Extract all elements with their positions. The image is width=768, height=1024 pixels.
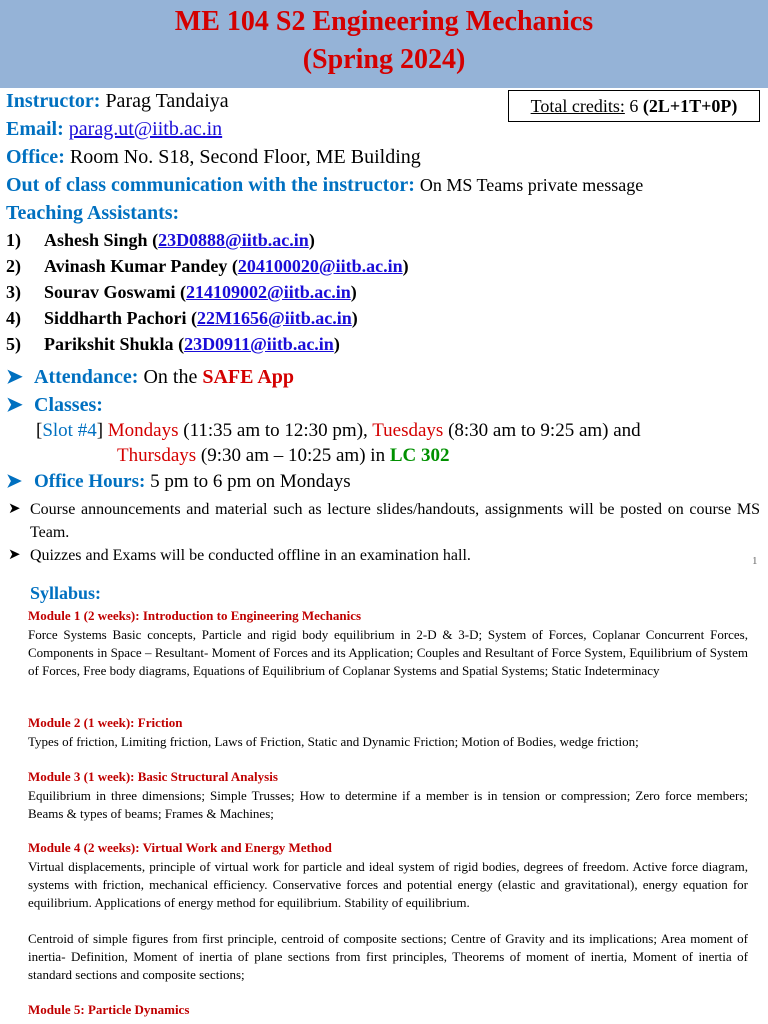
arrow-bullet-icon: ➤: [8, 547, 21, 563]
email-label: Email:: [6, 118, 64, 140]
ta-item: 3) Sourav Goswami (214109002@iitb.ac.in): [6, 282, 357, 302]
communication-row: [6, 174, 643, 197]
class-time: (9:30 am – 10:25 am) in: [200, 445, 386, 466]
class-day: Tuesdays: [372, 420, 444, 441]
module-body-continued: Centroid of simple figures from first principle, centroid of composite sections; Centre of Gravity and its implications; Area moment of inertia- Definition, Moment of inertia of plane sections from first principles, Theorems of moment of inertia, Moment of inertia of standard sections and composite sections;: [28, 931, 748, 982]
arrow-bullet-icon: ➤: [6, 394, 23, 416]
class-time: (11:35 am to 12:30 pm),: [183, 420, 368, 441]
ta-item: 1) Ashesh Singh (23D0888@iitb.ac.in): [6, 230, 315, 250]
ta-email-link[interactable]: 23D0888@iitb.ac.in: [158, 230, 309, 250]
module-title: Module 2 (1 week): Friction: [28, 715, 183, 730]
note-item: ➤ Quizzes and Exams will be conducted offline in an examination hall.: [8, 544, 760, 567]
instructor-label: Instructor:: [6, 90, 101, 112]
page-number: 1: [752, 555, 758, 567]
office-label: Office:: [6, 146, 65, 168]
instructor-name: Parag Tandaiya: [105, 90, 229, 112]
module-title: Module 4 (2 weeks): Virtual Work and Energy Method: [28, 840, 332, 855]
title-banner: [0, 0, 768, 88]
attendance-prefix: On the: [143, 366, 198, 388]
slot: Slot #4: [42, 420, 97, 441]
office-hours-value: 5 pm to 6 pm on Mondays: [150, 471, 351, 492]
credits-value: 6: [629, 96, 639, 116]
office-hours-row: [6, 470, 351, 493]
attendance-app: SAFE App: [202, 366, 295, 388]
office-location: Room No. S18, Second Floor, ME Building: [69, 146, 421, 168]
instructor-row: [6, 90, 229, 113]
credits-box: [508, 90, 760, 122]
ta-item: 2) Avinash Kumar Pandey (204100020@iitb.ac.in): [6, 256, 409, 276]
ta-email-link[interactable]: 214109002@iitb.ac.in: [186, 282, 351, 302]
attendance-label: Attendance:: [34, 366, 139, 388]
classes-heading: ➤ Classes:: [6, 394, 103, 416]
ta-name: Ashesh Singh: [44, 230, 148, 250]
arrow-bullet-icon: ➤: [6, 471, 22, 492]
slide-syllabus: [0, 578, 768, 1024]
credits-breakdown: (2L+1T+0P): [642, 96, 738, 116]
classes-schedule-line1: [Slot #4] Mondays (11:35 am to 12:30 pm), Tuesdays (8:30 am to 9:25 am) and: [36, 420, 641, 441]
ta-email-link[interactable]: 23D0911@iitb.ac.in: [184, 334, 334, 354]
module-title: Module 3 (1 week): Basic Structural Analysis: [28, 769, 278, 784]
class-day: Thursdays: [117, 445, 197, 466]
ta-email-link[interactable]: 204100020@iitb.ac.in: [237, 256, 403, 276]
email-row: [6, 118, 222, 141]
ta-email-link[interactable]: 22M1656@iitb.ac.in: [197, 308, 352, 328]
syllabus-heading: Syllabus:: [30, 583, 102, 603]
ta-item: 4) Siddharth Pachori (22M1656@iitb.ac.in): [6, 308, 358, 328]
credits-label: Total credits:: [530, 96, 625, 116]
instructor-email-link[interactable]: parag.ut@iitb.ac.in: [68, 118, 223, 140]
module-body: Force Systems Basic concepts, Particle and rigid body equilibrium in 2-D & 3-D; System of Forces, Coplanar Concurrent Forces, Components in Space – Resultant- Moment of Forces and its Application; Couples and Resultant of Force System, Equilibrium of System of Forces, Free body diagrams, Equations of Equilibrium of Coplanar Systems and Spatial Systems; Static Indeterminacy: [28, 627, 748, 678]
module-body: Equilibrium in three dimensions; Simple Trusses; How to determine if a member is in tension or compression; Zero force members; Beams & types of beams; Frames & Machines;: [28, 788, 748, 821]
module-title: Module 5: Particle Dynamics: [28, 1002, 190, 1017]
classes-schedule-line2: [117, 445, 449, 467]
office-row: [6, 146, 421, 169]
attendance-row: [6, 364, 294, 389]
arrow-bullet-icon: ➤: [8, 501, 21, 517]
module-body: Types of friction, Limiting friction, Laws of Friction, Static and Dynamic Friction; Motion of Bodies, wedge friction;: [28, 734, 639, 749]
ta-name: Siddharth Pachori: [44, 308, 187, 328]
class-room: LC 302: [389, 445, 450, 466]
ta-name: Avinash Kumar Pandey: [44, 256, 228, 276]
ta-item: 5) Parikshit Shukla (23D0911@iitb.ac.in): [6, 334, 340, 354]
teaching-assistants-heading: Teaching Assistants:: [6, 202, 180, 224]
communication-value: On MS Teams private message: [419, 175, 644, 195]
course-term: (Spring 2024): [302, 44, 466, 75]
course-title: ME 104 S2 Engineering Mechanics: [174, 6, 594, 37]
note-item: ➤ Course announcements and material such as lecture slides/handouts, assignments will be posted on course MS Team.: [8, 498, 760, 544]
module-title: Module 1 (2 weeks): Introduction to Engineering Mechanics: [28, 608, 362, 623]
office-hours-label: Office Hours:: [34, 471, 146, 492]
class-time: (8:30 am to 9:25 am) and: [448, 420, 641, 441]
ta-name: Parikshit Shukla: [44, 334, 174, 354]
module-body: Virtual displacements, principle of virtual work for particle and ideal system of rigid bodies, degrees of freedom. Active force diagram, systems with friction, mechanical efficiency. Conservative forces and potential energy (elastic and gravitational), energy equation for equilibrium. Applications of energy method for equilibrium. Stability of equilibrium.: [28, 859, 748, 910]
arrow-bullet-icon: ➤: [6, 366, 23, 388]
communication-label: Out of class communication with the instructor:: [6, 174, 415, 196]
ta-name: Sourav Goswami: [44, 282, 176, 302]
class-day: Mondays: [107, 420, 179, 441]
